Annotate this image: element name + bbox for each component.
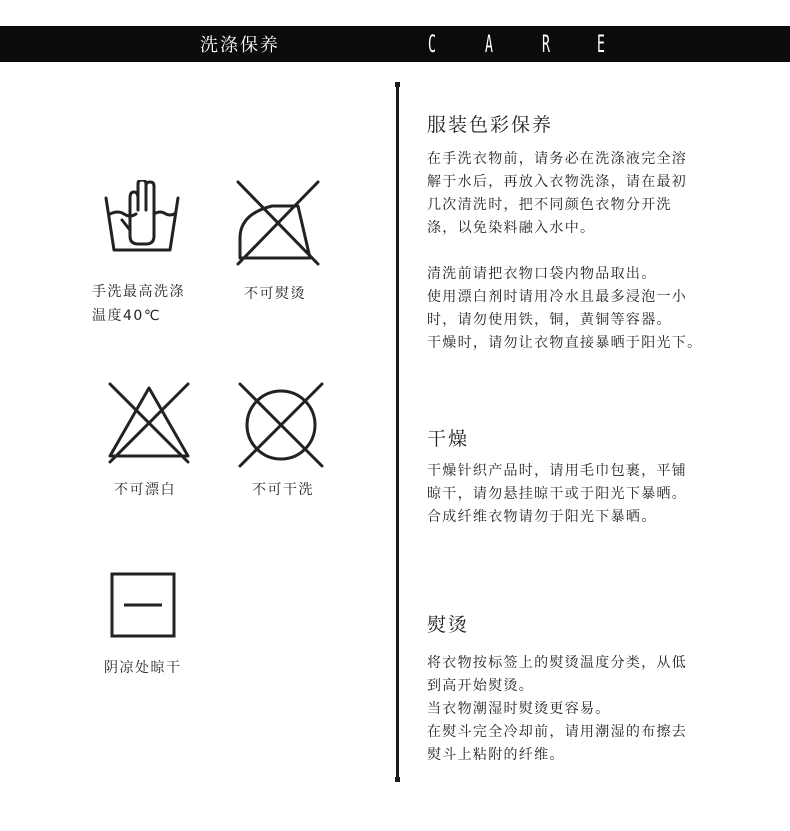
ironing-line: 将衣物按标签上的熨烫温度分类，从低 [427, 655, 688, 671]
hand-wash-label-line2: 温度40℃ [92, 308, 162, 324]
color-care-line: 使用漂白剂时请用冷水且最多浸泡一小 [427, 289, 688, 305]
drying-line: 合成纤维衣物请勿于阳光下暴晒。 [427, 509, 657, 525]
shade-dry-label: 阴凉处晾干 [104, 660, 182, 676]
no-bleach-label: 不可漂白 [114, 482, 176, 498]
color-care-line: 清洗前请把衣物口袋内物品取出。 [427, 266, 657, 282]
care-letter-e: E [597, 30, 605, 58]
care-letter-a: A [485, 30, 493, 58]
vertical-divider [396, 82, 399, 782]
color-care-line: 几次清洗时，把不同颜色衣物分开洗 [427, 197, 672, 213]
shade-dry-icon [110, 572, 176, 638]
ironing-line: 到高开始熨烫。 [427, 678, 535, 694]
ironing-line: 熨斗上粘附的纤维。 [427, 747, 565, 763]
no-iron-icon [232, 178, 322, 268]
ironing-line: 当衣物潮湿时熨烫更容易。 [427, 701, 611, 717]
ironing-line: 在熨斗完全冷却前，请用潮湿的布擦去 [427, 724, 688, 740]
no-bleach-icon [106, 380, 192, 466]
drying-line: 晾干，请勿悬挂晾干或于阳光下暴晒。 [427, 486, 688, 502]
color-care-title: 服装色彩保养 [427, 114, 554, 136]
hand-wash-label [92, 280, 185, 328]
color-care-body [427, 148, 747, 355]
hand-wash-icon [100, 180, 186, 260]
color-care-line: 干燥时，请勿让衣物直接暴晒于阳光下。 [427, 335, 703, 351]
color-care-line: 时，请勿使用铁，铜，黄铜等容器。 [427, 312, 672, 328]
no-iron-label: 不可熨烫 [244, 286, 306, 302]
care-letter-c: C [428, 30, 436, 58]
color-care-line: 解于水后，再放入衣物洗涤，请在最初 [427, 174, 688, 190]
care-letter-r: R [542, 30, 550, 58]
hand-wash-label-line1: 手洗最高洗涤 [92, 284, 185, 300]
color-care-line: 涤，以免染料融入水中。 [427, 220, 596, 236]
no-dry-clean-label: 不可干洗 [252, 482, 314, 498]
color-care-line: 在手洗衣物前，请务必在洗涤液完全溶 [427, 151, 688, 167]
header-bar [0, 26, 790, 62]
no-dry-clean-icon [236, 380, 326, 470]
ironing-body [427, 652, 747, 767]
header-title: 洗涤保养 [200, 35, 280, 56]
ironing-title: 熨烫 [427, 614, 470, 636]
drying-body [427, 460, 747, 529]
drying-line: 干燥针织产品时，请用毛巾包裹，平铺 [427, 463, 688, 479]
drying-title: 干燥 [427, 428, 470, 450]
